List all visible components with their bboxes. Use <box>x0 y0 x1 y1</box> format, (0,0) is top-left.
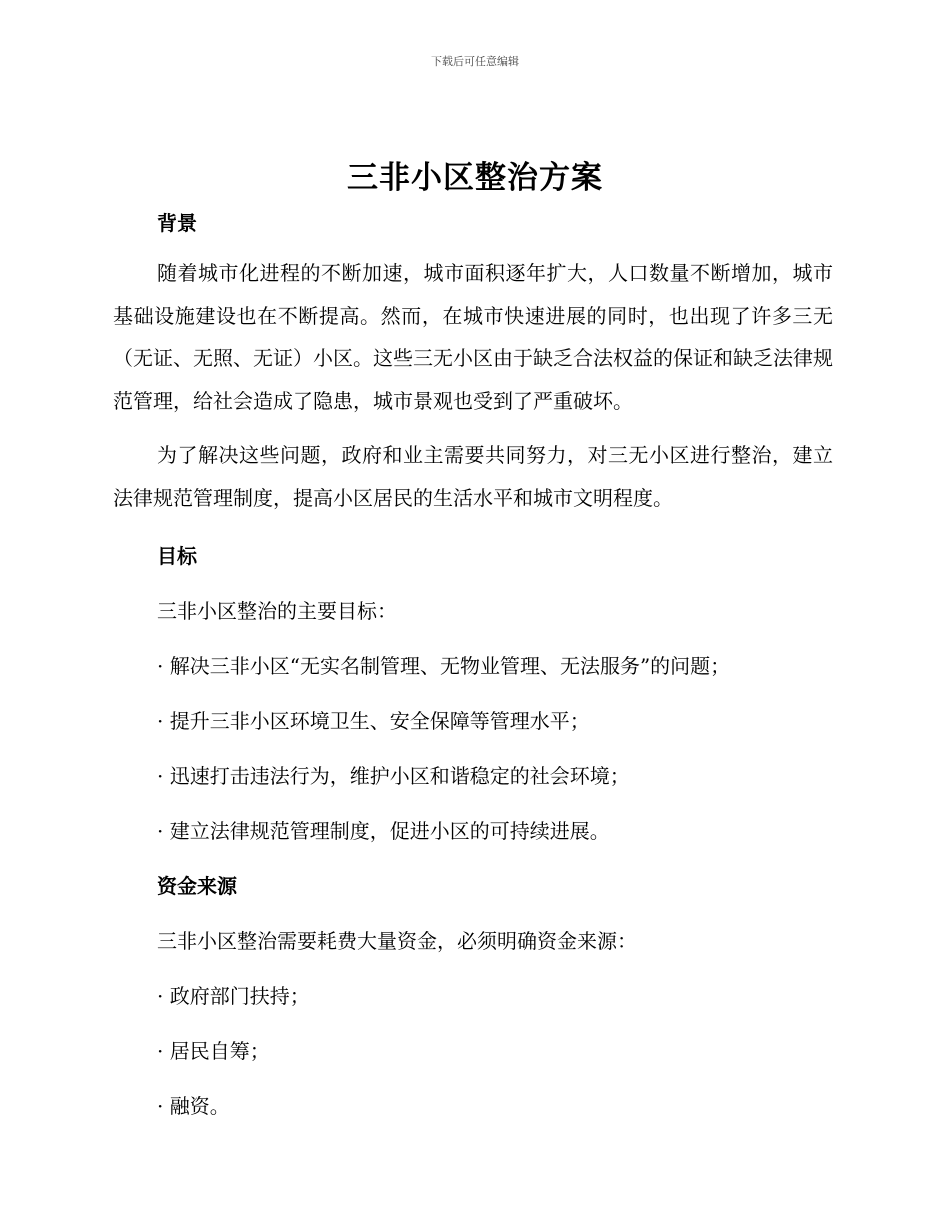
header-note: 下载后可任意编辑 <box>431 55 519 68</box>
section-heading-goals: 目标 <box>157 544 197 568</box>
funding-list-item: · 政府部门扶持； <box>157 984 310 1008</box>
funding-list-item: · 融资。 <box>157 1094 230 1118</box>
goals-list-item: · 解决三非小区“无实名制管理、无物业管理、无法服务”的问题； <box>157 654 731 678</box>
section-heading-funding: 资金来源 <box>157 874 237 898</box>
goals-list-item: · 迅速打击违法行为，维护小区和谐稳定的社会环境； <box>157 764 630 788</box>
goals-list-item: · 提升三非小区环境卫生、安全保障等管理水平； <box>157 709 590 733</box>
goals-intro: 三非小区整治的主要目标： <box>157 599 397 623</box>
paragraph-background-2: 为了解决这些问题，政府和业主需要共同努力，对三无小区进行整治，建立法律规范管理制度，提高小区居民的生活水平和城市文明程度。 <box>113 443 833 510</box>
section-heading-background: 背景 <box>157 211 197 235</box>
funding-intro: 三非小区整治需要耗费大量资金，必须明确资金来源： <box>157 929 637 953</box>
document-title: 三非小区整治方案 <box>347 160 603 196</box>
goals-list-item: · 建立法律规范管理制度，促进小区的可持续进展。 <box>157 819 610 843</box>
paragraph-background-1: 随着城市化进程的不断加速，城市面积逐年扩大，人口数量不断增加，城市基础设施建设也在不断提高。然而，在城市快速进展的同时，也出现了许多三无（无证、无照、无证）小区。这些三无小区由于缺乏合法权益的保证和缺乏法律规范管理，给社会造成了隐患，城市景观也受到了严重破坏。 <box>113 261 833 413</box>
funding-list-item: · 居民自筹； <box>157 1039 270 1063</box>
